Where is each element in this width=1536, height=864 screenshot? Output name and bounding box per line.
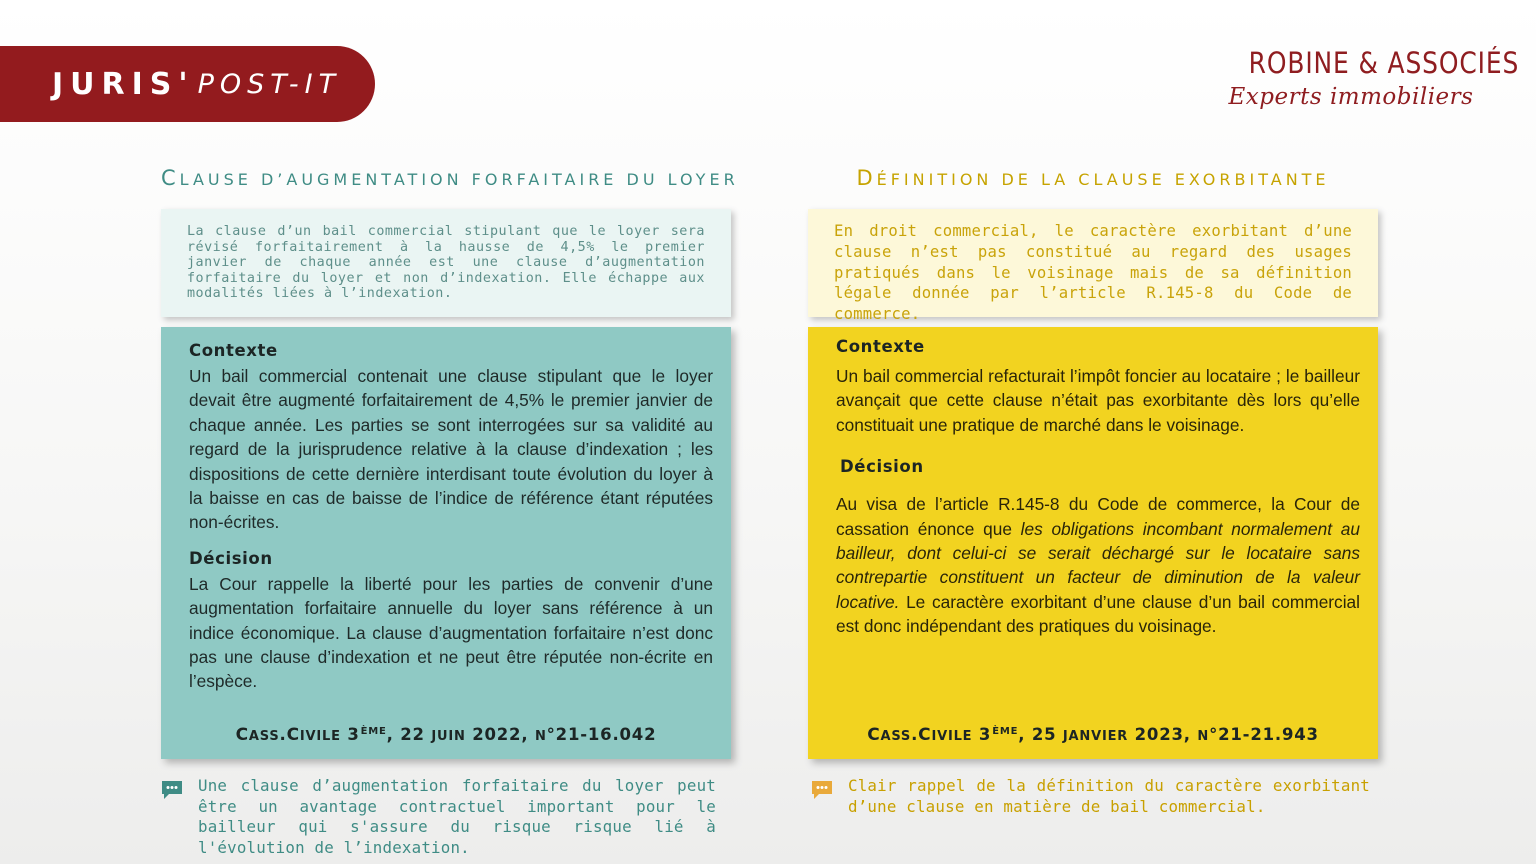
banner-title-juris: JURIS' (52, 66, 195, 102)
left-title-initial: C (161, 166, 180, 190)
logo-tagline: Experts immobiliers (1228, 84, 1474, 110)
left-summary: La clause d’un bail commercial stipulant que le loyer sera révisé forfaitairement à la hausse de 4,5% le premier janvier de chaque année est une clause d’augmentation forfaitaire du loyer et non d’indexation. Elle échappe aux modalités liées à l’indexation. (161, 209, 731, 317)
left-citation: CASS.CIVILE 3ÈME, 22 JUIN 2022, N°21-16.042 (235, 725, 657, 745)
right-title-rest: ÉFINITION DE LA CLAUSE EXORBITANTE (876, 170, 1330, 189)
juris-postit-banner (0, 46, 375, 122)
left-column-title (161, 166, 739, 190)
right-title-initial: D (856, 166, 877, 190)
right-case-card (808, 327, 1378, 759)
right-decision-heading: Décision (840, 457, 924, 477)
left-title-rest: LAUSE D’AUGMENTATION FORFAITAIRE DU LOYER (179, 170, 739, 189)
left-note (160, 776, 716, 858)
left-context-heading: Contexte (189, 341, 278, 360)
left-note-text: Une clause d’augmentation forfaitaire du loyer peut être un avantage contractuel important pour le bailleur qui s'assure du risque risque lié à l'évolution de l’indexation. (198, 776, 716, 857)
right-citation: CASS.CIVILE 3ÈME, 25 JANVIER 2023, N°21-21.943 (867, 725, 1319, 745)
left-decision-heading: Décision (189, 548, 273, 568)
speech-bubble-icon (810, 780, 834, 800)
right-context-heading: Contexte (836, 337, 925, 356)
left-context-text: Un bail commercial contenait une clause stipulant que le loyer devait être augmenté forfaitairement de 4,5% le premier janvier de chaque année. Les parties se sont interrogées sur sa validité au regard de la jurisprudence relative à la clause d’indexation ; les dispositions de cette dernière interdisant toute évolution du loyer à la baisse en cas de baisse de l’indice de référence étant réputées non-écrites. (189, 366, 713, 533)
left-case-card (161, 327, 731, 759)
speech-bubble-icon (160, 780, 184, 800)
right-summary: En droit commercial, le caractère exorbitant d’une clause n’est pas constitué au regard des usages pratiqués dans le voisinage mais de sa définition légale donnée par l’article R.145-8 du Code de commerce. (808, 209, 1378, 317)
right-column-title (808, 166, 1378, 190)
right-note (810, 776, 1370, 817)
logo-name: ROBINE & ASSOCIÉS (1248, 46, 1520, 80)
right-decision-text: Au visa de l’article R.145-8 du Code de commerce, la Cour de cassation énonce que les obligations incombant normalement au bailleur, dont celui-ci se serait déchargé sur le locataire sans contrepartie constituent un facteur de diminution de la valeur locative. Le caractère exorbitant d’une clause d’un bail commercial est donc indépendant des pratiques du voisinage. (836, 494, 1360, 637)
left-decision-text: La Cour rappelle la liberté pour les parties de convenir d’une augmentation forfaitaire annuelle du loyer sans référence à un indice économique. La clause d’augmentation forfaitaire n’est donc pas une clause d’indexation et ne peut être réputée non-écrite en l’espèce. (189, 573, 713, 692)
company-logo (1212, 46, 1520, 110)
right-note-text: Clair rappel de la définition du caractère exorbitant d’une clause en matière de bail commercial. (848, 776, 1370, 816)
right-context-text: Un bail commercial refacturait l’impôt foncier au locataire ; le bailleur avançait que cette clause n’était pas exorbitante dès lors qu’elle constituait une pratique de marché dans le voisinage. (836, 366, 1360, 435)
right-decision-quote: les obligations incombant normalement au bailleur, dont celui-ci se serait déchargé sur le locataire sans contrepartie constituent un facteur de diminution de la valeur locative. (836, 518, 1360, 612)
banner-title-postit: POST-IT (197, 68, 342, 100)
